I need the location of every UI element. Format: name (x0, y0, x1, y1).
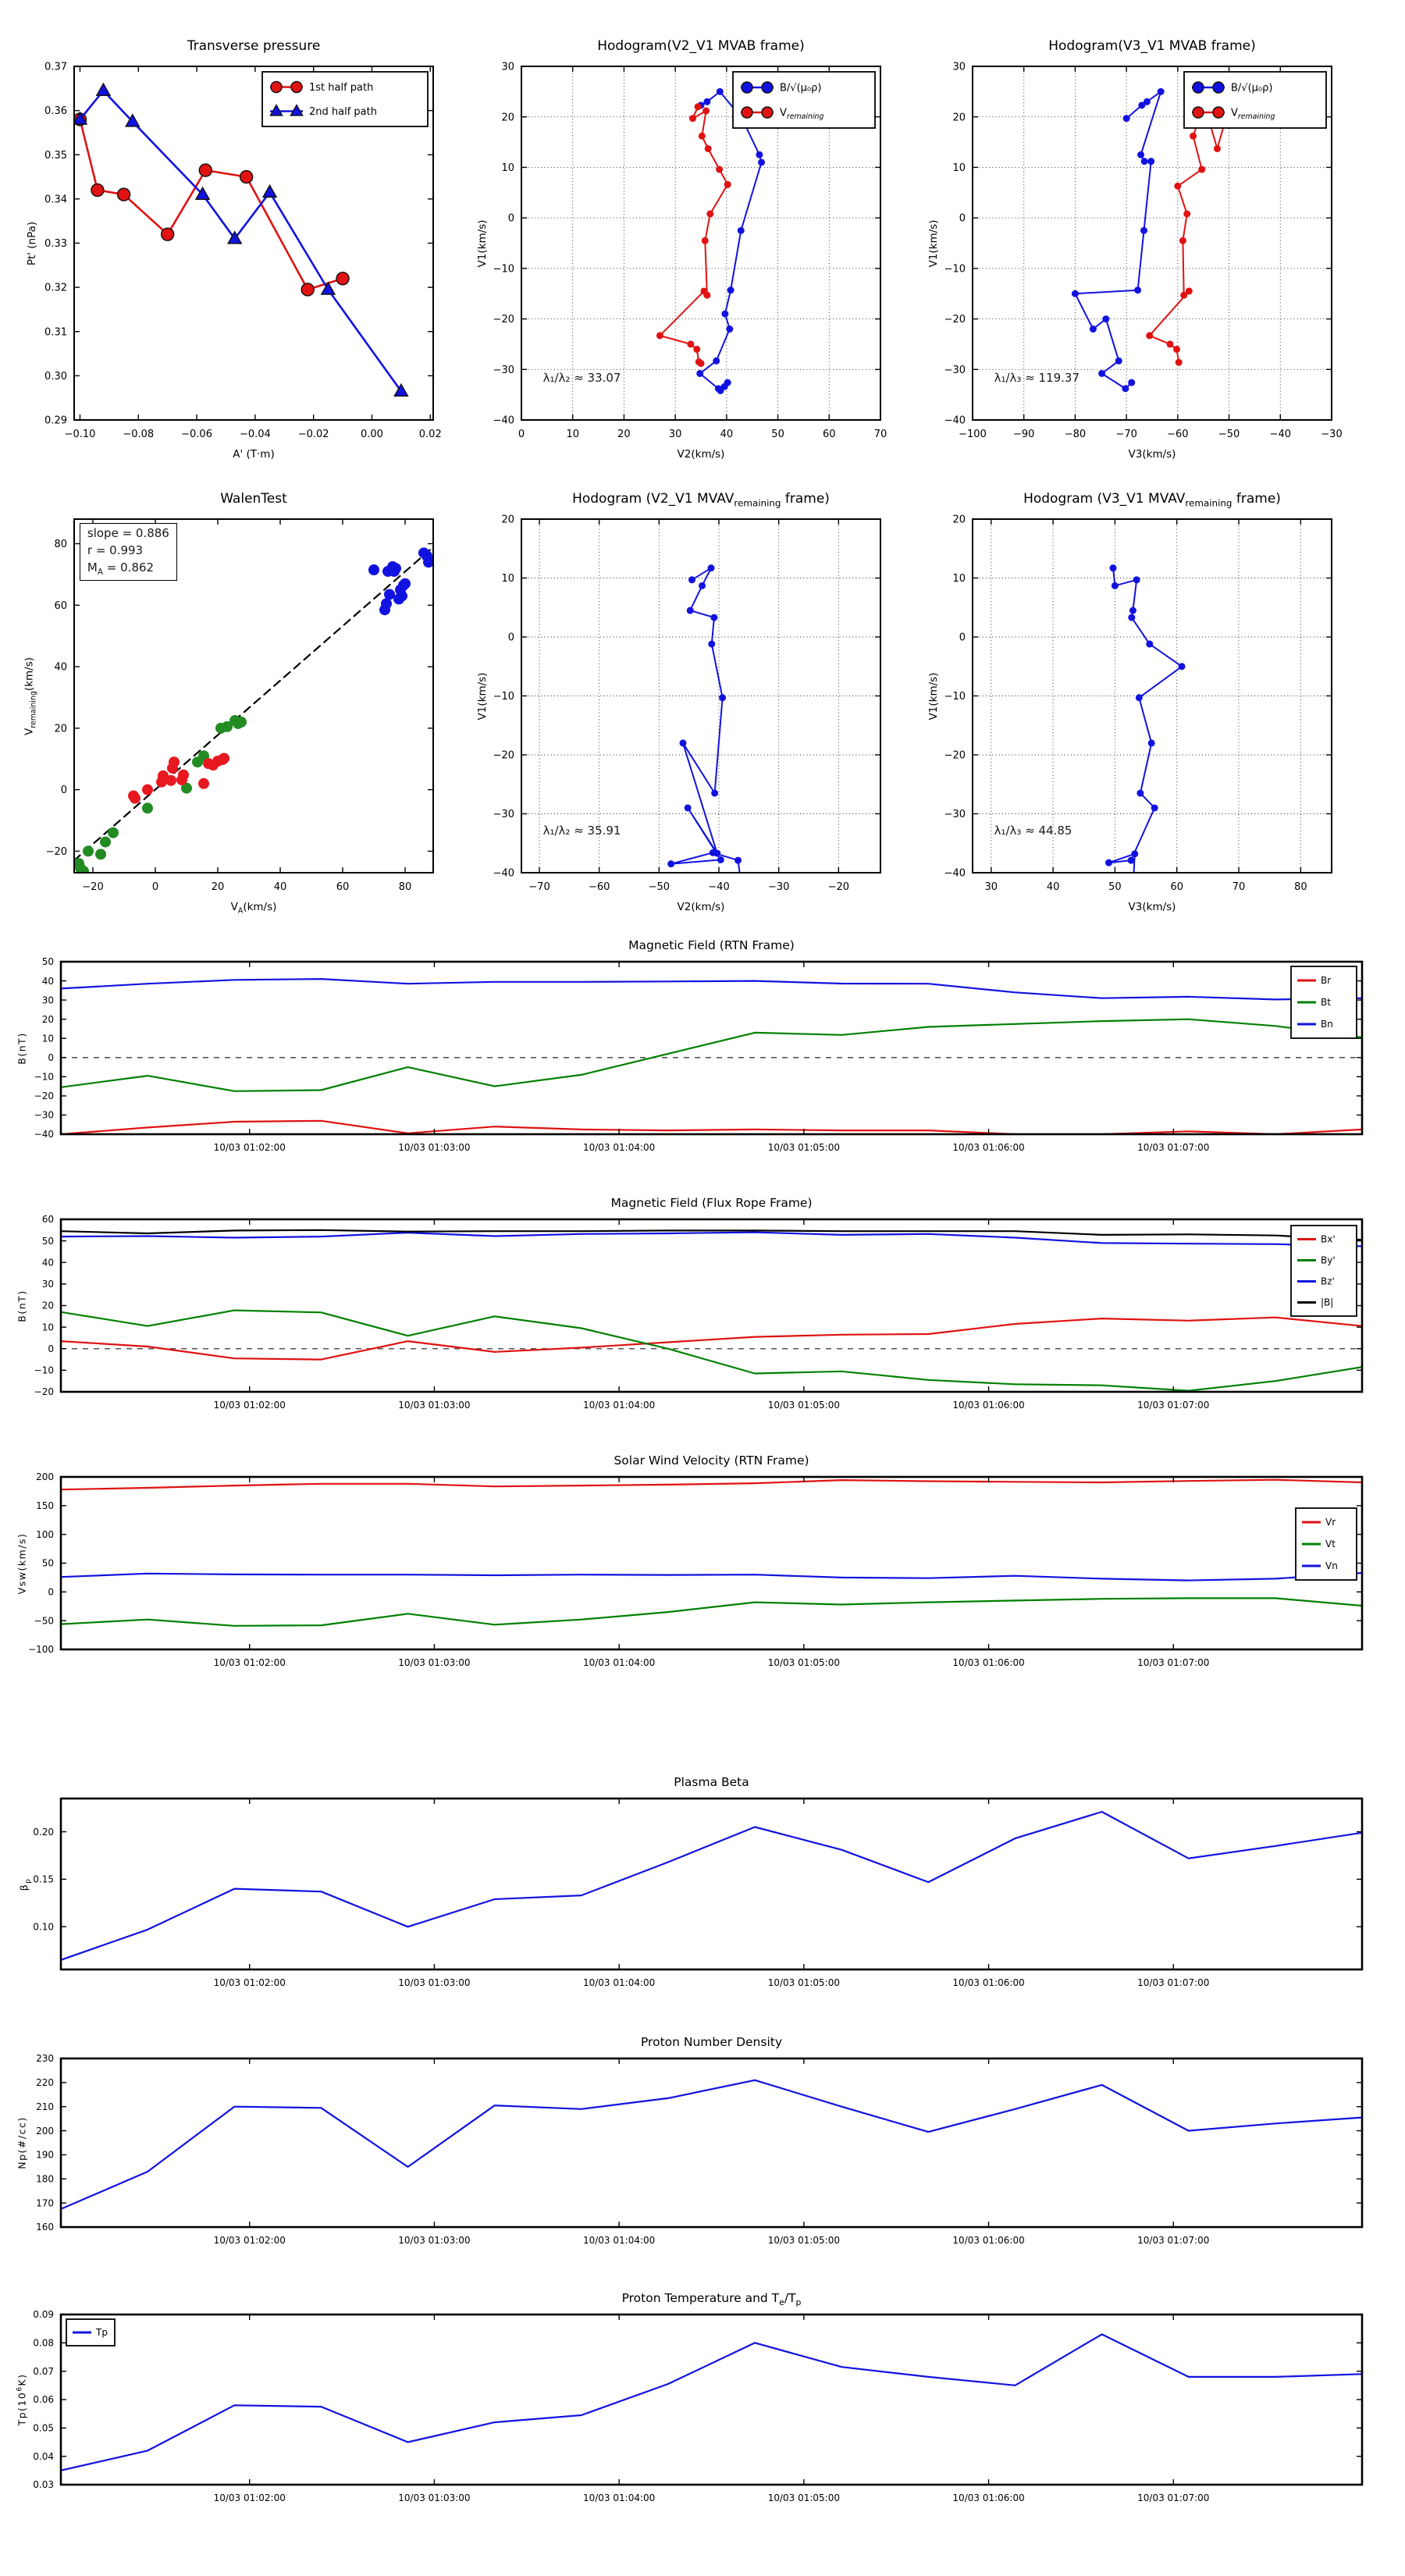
lambda-annotation: λ₁/λ₂ ≈ 33.07 (542, 370, 621, 385)
chart-title: Proton Temperature and $T_e/T_p$ (621, 2291, 802, 2308)
svg-text:0.09: 0.09 (33, 2309, 54, 2321)
svg-text:10/03 01:02:00: 10/03 01:02:00 (213, 1400, 286, 1411)
svg-text:0.08: 0.08 (33, 2337, 54, 2349)
svg-text:0.32: 0.32 (44, 282, 67, 294)
svg-text:230: 230 (36, 2053, 54, 2065)
y-axis-label: V1(km/s) (927, 219, 940, 267)
svg-text:10/03 01:06:00: 10/03 01:06:00 (952, 1977, 1025, 1988)
svg-text:−20: −20 (944, 314, 966, 326)
svg-text:50: 50 (41, 1557, 54, 1569)
svg-text:60: 60 (1170, 881, 1183, 893)
svg-text:−50: −50 (34, 1615, 54, 1627)
chart-title: Transverse pressure (187, 38, 321, 54)
y-axis-label: B(nT) (16, 1289, 28, 1322)
svg-text:10: 10 (41, 1322, 54, 1333)
svg-text:10/03 01:06:00: 10/03 01:06:00 (952, 2235, 1025, 2246)
svg-text:20: 20 (211, 881, 225, 893)
svg-text:10/03 01:05:00: 10/03 01:05:00 (767, 2492, 841, 2503)
svg-text:|B|: |B| (1321, 1297, 1334, 1308)
lambda-annotation: λ₁/λ₂ ≈ 35.91 (542, 823, 621, 838)
svg-text:10/03 01:07:00: 10/03 01:07:00 (1137, 1400, 1210, 1411)
svg-text:−50: −50 (1218, 429, 1240, 440)
svg-text:190: 190 (36, 2149, 54, 2161)
x-axis-label: V3(km/s) (1128, 448, 1176, 461)
svg-text:−20: −20 (45, 845, 67, 858)
svg-text:−100: −100 (28, 1644, 54, 1656)
lambda-annotation: λ₁/λ₃ ≈ 119.37 (994, 370, 1080, 385)
svg-text:Bn: Bn (1321, 1019, 1333, 1030)
lambda-annotation: λ₁/λ₃ ≈ 44.85 (994, 823, 1072, 838)
svg-text:10/03 01:05:00: 10/03 01:05:00 (767, 1142, 841, 1153)
svg-text:30: 30 (41, 1279, 54, 1290)
svg-text:0.33: 0.33 (44, 238, 67, 251)
svg-text:30: 30 (41, 994, 54, 1006)
svg-text:160: 160 (36, 2222, 54, 2233)
svg-text:−20: −20 (34, 1386, 54, 1398)
svg-text:0: 0 (48, 1343, 54, 1354)
svg-text:−30: −30 (1321, 429, 1343, 440)
y-axis-label: $Tp(10^6K)$ (16, 2373, 28, 2426)
svg-text:20: 20 (54, 723, 67, 735)
svg-text:0: 0 (507, 212, 514, 225)
svg-text:10/03 01:02:00: 10/03 01:02:00 (213, 2492, 286, 2503)
svg-text:Vt: Vt (1325, 1539, 1336, 1550)
svg-text:−0.10: −0.10 (64, 429, 96, 440)
svg-text:B/√(μ₀ρ): B/√(μ₀ρ) (780, 82, 822, 94)
svg-text:0.05: 0.05 (33, 2422, 54, 2434)
svg-text:30: 30 (952, 61, 966, 73)
svg-text:20: 20 (501, 112, 514, 124)
svg-text:50: 50 (771, 429, 784, 440)
plasma-beta-plot (6, 1786, 1385, 2005)
svg-text:Bz': Bz' (1321, 1276, 1335, 1287)
y-axis-label: Pt' (nPa) (26, 221, 38, 265)
svg-text:30: 30 (501, 61, 514, 73)
svg-text:0: 0 (151, 881, 159, 893)
svg-text:10/03 01:06:00: 10/03 01:06:00 (952, 1400, 1025, 1411)
svg-text:10/03 01:05:00: 10/03 01:05:00 (767, 1657, 841, 1668)
svg-text:−30: −30 (944, 809, 966, 821)
svg-text:0.20: 0.20 (33, 1826, 54, 1838)
svg-text:−10: −10 (944, 691, 966, 703)
svg-text:10/03 01:06:00: 10/03 01:06:00 (952, 2492, 1025, 2503)
svg-text:10/03 01:07:00: 10/03 01:07:00 (1137, 1977, 1210, 1988)
svg-text:10/03 01:07:00: 10/03 01:07:00 (1137, 1142, 1210, 1153)
svg-text:10: 10 (566, 429, 579, 440)
svg-text:−10: −10 (493, 263, 514, 276)
y-axis-label: $\beta_p$ (17, 1877, 33, 1891)
hodogram-v3v1-mvab-plot (918, 54, 1355, 456)
svg-text:40: 40 (41, 975, 54, 987)
chart-title: Solar Wind Velocity (RTN Frame) (614, 1453, 809, 1468)
chart-title: Hodogram(V2_V1 MVAB frame) (597, 38, 805, 54)
svg-text:Vremaining: $V_{remaining}$ (780, 107, 824, 121)
svg-text:60: 60 (823, 429, 836, 440)
svg-text:−0.02: −0.02 (297, 429, 329, 440)
svg-text:210: 210 (36, 2101, 54, 2112)
svg-text:10/03 01:07:00: 10/03 01:07:00 (1137, 1657, 1210, 1668)
svg-text:−30: −30 (493, 809, 514, 821)
svg-text:40: 40 (720, 429, 734, 440)
svg-text:80: 80 (398, 881, 412, 893)
svg-text:−40: −40 (944, 867, 966, 880)
svg-text:B/√(μ₀ρ): B/√(μ₀ρ) (1231, 82, 1273, 94)
svg-text:0.36: 0.36 (44, 105, 67, 118)
svg-text:Bt: Bt (1321, 997, 1331, 1009)
svg-text:0.34: 0.34 (44, 194, 67, 206)
svg-text:10: 10 (501, 573, 514, 585)
svg-text:−0.08: −0.08 (123, 429, 155, 440)
svg-text:0.15: 0.15 (33, 1873, 54, 1885)
svg-text:10/03 01:04:00: 10/03 01:04:00 (582, 1977, 656, 1988)
svg-text:−30: −30 (34, 1109, 54, 1121)
svg-text:−100: −100 (959, 429, 987, 440)
svg-text:10/03 01:04:00: 10/03 01:04:00 (582, 2492, 656, 2503)
chart-title: Magnetic Field (RTN Frame) (628, 938, 795, 952)
magnetic-field-flux-rope-plot (6, 1207, 1385, 1428)
svg-text:50: 50 (41, 956, 54, 968)
svg-text:10: 10 (501, 162, 514, 174)
svg-text:−20: −20 (34, 1091, 54, 1102)
y-axis-label: V1(km/s) (476, 219, 489, 267)
svg-text:40: 40 (54, 661, 67, 674)
chart-title: Proton Number Density (640, 2035, 783, 2049)
hodogram-v3v1-mvav-plot (918, 507, 1355, 909)
y-axis-label: V1(km/s) (927, 672, 940, 720)
svg-text:Br: Br (1321, 975, 1332, 987)
svg-text:0: 0 (959, 212, 966, 225)
svg-text:60: 60 (41, 1214, 54, 1226)
svg-text:50: 50 (1108, 881, 1122, 893)
svg-text:0.03: 0.03 (33, 2479, 54, 2491)
magnetic-field-rtn-plot (6, 949, 1385, 1170)
svg-text:10/03 01:04:00: 10/03 01:04:00 (582, 1142, 656, 1153)
svg-text:−20: −20 (493, 749, 514, 762)
svg-text:0: 0 (48, 1051, 54, 1063)
svg-text:10/03 01:04:00: 10/03 01:04:00 (582, 1657, 656, 1668)
svg-text:10/03 01:03:00: 10/03 01:03:00 (398, 2492, 471, 2503)
svg-text:20: 20 (41, 1300, 54, 1311)
svg-text:−10: −10 (944, 263, 966, 276)
y-axis-label: $V_{remaining}(km/s)$ (23, 656, 38, 735)
y-axis-label: B(nT) (16, 1031, 28, 1065)
svg-text:0.07: 0.07 (33, 2365, 54, 2377)
svg-text:0: 0 (518, 429, 525, 440)
svg-text:10/03 01:02:00: 10/03 01:02:00 (213, 1657, 286, 1668)
svg-text:Vn: Vn (1325, 1560, 1338, 1572)
chart-title: Magnetic Field (Flux Rope Frame) (610, 1196, 813, 1210)
svg-text:−40: −40 (1269, 429, 1292, 440)
svg-text:−30: −30 (944, 364, 966, 376)
svg-text:220: 220 (36, 2077, 54, 2089)
svg-text:−60: −60 (588, 881, 610, 893)
svg-text:20: 20 (952, 514, 966, 526)
svg-text:−0.06: −0.06 (181, 429, 212, 440)
svg-text:10/03 01:05:00: 10/03 01:05:00 (767, 1400, 841, 1411)
svg-text:−40: −40 (493, 415, 514, 427)
svg-text:0.29: 0.29 (44, 415, 67, 427)
svg-text:0.35: 0.35 (44, 149, 67, 162)
svg-text:0: 0 (60, 785, 67, 797)
x-axis-label: $V_A(km/s)$ (230, 901, 277, 916)
svg-text:0: 0 (959, 632, 966, 644)
svg-text:10: 10 (952, 162, 966, 174)
svg-text:10/03 01:02:00: 10/03 01:02:00 (213, 2235, 286, 2246)
svg-text:10: 10 (41, 1033, 54, 1044)
svg-text:30: 30 (668, 429, 682, 440)
svg-text:10/03 01:07:00: 10/03 01:07:00 (1137, 2492, 1210, 2503)
svg-text:10/03 01:03:00: 10/03 01:03:00 (398, 1400, 471, 1411)
svg-text:10/03 01:06:00: 10/03 01:06:00 (952, 1657, 1025, 1668)
svg-text:70: 70 (1232, 881, 1246, 893)
svg-text:−40: −40 (493, 867, 514, 880)
svg-text:40: 40 (41, 1257, 54, 1268)
chart-title: WalenTest (220, 491, 287, 507)
svg-text:0.10: 0.10 (33, 1921, 54, 1933)
svg-text:Tp: Tp (96, 2327, 108, 2339)
y-axis-label: V1(km/s) (476, 672, 489, 720)
svg-text:Bx': Bx' (1321, 1233, 1336, 1245)
x-axis-label: A' (T·m) (233, 448, 275, 461)
svg-text:20: 20 (617, 429, 631, 440)
svg-text:20: 20 (952, 112, 966, 124)
x-axis-label: V3(km/s) (1128, 901, 1176, 913)
svg-text:−20: −20 (827, 881, 850, 893)
svg-text:10: 10 (952, 573, 966, 585)
svg-text:−10: −10 (493, 691, 514, 703)
svg-text:0.02: 0.02 (418, 429, 442, 440)
svg-text:−30: −30 (767, 881, 790, 893)
svg-text:−70: −70 (1115, 429, 1137, 440)
svg-text:−40: −40 (708, 881, 730, 893)
svg-text:−40: −40 (944, 415, 966, 427)
svg-text:2nd half path: 2nd half path (309, 106, 377, 119)
svg-text:50: 50 (41, 1235, 54, 1247)
svg-text:10/03 01:04:00: 10/03 01:04:00 (582, 1400, 656, 1411)
svg-text:10/03 01:03:00: 10/03 01:03:00 (398, 1142, 471, 1153)
svg-text:Vremaining: $V_{remaining}$ (1231, 107, 1275, 121)
x-axis-label: V2(km/s) (677, 901, 725, 913)
svg-text:0.30: 0.30 (44, 370, 67, 382)
svg-text:60: 60 (336, 881, 350, 893)
svg-text:−50: −50 (648, 881, 670, 893)
svg-text:−40: −40 (34, 1129, 54, 1140)
svg-text:80: 80 (54, 539, 67, 551)
svg-text:0: 0 (48, 1586, 54, 1598)
svg-text:−20: −20 (944, 749, 966, 762)
chart-title: Hodogram (V2_V1 $MVAV_{remaining}$ frame) (572, 491, 830, 509)
chart-title: Hodogram(V3_V1 MVAB frame) (1048, 38, 1256, 54)
svg-text:−90: −90 (1012, 429, 1035, 440)
svg-text:200: 200 (36, 2125, 54, 2137)
svg-text:0.04: 0.04 (33, 2450, 54, 2462)
svg-text:10/03 01:03:00: 10/03 01:03:00 (398, 2235, 471, 2246)
svg-text:0.06: 0.06 (33, 2394, 54, 2406)
svg-text:−30: −30 (493, 364, 514, 376)
transverse-pressure-plot (20, 54, 457, 456)
svg-text:10/03 01:05:00: 10/03 01:05:00 (767, 1977, 841, 1988)
svg-text:10/03 01:07:00: 10/03 01:07:00 (1137, 2235, 1210, 2246)
svg-text:150: 150 (36, 1500, 54, 1512)
y-axis-label: Np(#/cc) (16, 2116, 28, 2169)
svg-text:10/03 01:03:00: 10/03 01:03:00 (398, 1657, 471, 1668)
stats-box: slope = 0.886 r = 0.993 $M_A = 0.862$ (80, 523, 177, 581)
svg-text:−20: −20 (493, 314, 514, 326)
svg-text:70: 70 (873, 429, 887, 440)
svg-text:0: 0 (507, 632, 514, 644)
svg-text:20: 20 (501, 514, 514, 526)
svg-text:10/03 01:05:00: 10/03 01:05:00 (767, 2235, 841, 2246)
svg-text:By': By' (1321, 1254, 1336, 1266)
svg-text:10/03 01:03:00: 10/03 01:03:00 (398, 1977, 471, 1988)
svg-text:40: 40 (273, 881, 287, 893)
svg-text:−10: −10 (34, 1071, 54, 1083)
svg-text:−10: −10 (34, 1364, 54, 1376)
svg-text:0.31: 0.31 (44, 326, 67, 339)
proton-number-density-plot (6, 2046, 1385, 2263)
svg-text:100: 100 (36, 1528, 54, 1540)
svg-text:60: 60 (54, 600, 67, 612)
svg-text:−70: −70 (528, 881, 550, 893)
proton-temperature-plot (6, 2302, 1385, 2521)
svg-text:−60: −60 (1167, 429, 1189, 440)
svg-text:20: 20 (41, 1013, 54, 1025)
chart-title: Plasma Beta (674, 1775, 749, 1789)
svg-text:10/03 01:04:00: 10/03 01:04:00 (582, 2235, 656, 2246)
svg-text:10/03 01:06:00: 10/03 01:06:00 (952, 1142, 1025, 1153)
svg-text:180: 180 (36, 2173, 54, 2185)
svg-text:30: 30 (984, 881, 998, 893)
svg-text:10/03 01:02:00: 10/03 01:02:00 (213, 1977, 286, 1988)
y-axis-label: Vsw(km/s) (16, 1532, 28, 1594)
svg-text:200: 200 (36, 1471, 54, 1483)
svg-text:−80: −80 (1064, 429, 1087, 440)
svg-text:40: 40 (1046, 881, 1060, 893)
hodogram-v2v1-mvab-plot (467, 54, 904, 456)
svg-text:80: 80 (1294, 881, 1307, 893)
svg-text:10/03 01:02:00: 10/03 01:02:00 (213, 1142, 286, 1153)
solar-wind-velocity-plot (6, 1464, 1385, 1685)
svg-text:170: 170 (36, 2197, 54, 2209)
svg-text:Vr: Vr (1325, 1517, 1336, 1528)
x-axis-label: V2(km/s) (677, 448, 725, 461)
svg-text:−20: −20 (82, 881, 104, 893)
svg-text:1st half path: 1st half path (309, 82, 374, 94)
hodogram-v2v1-mvav-plot (467, 507, 904, 909)
svg-text:−0.04: −0.04 (239, 429, 271, 440)
svg-text:0.37: 0.37 (44, 61, 67, 73)
svg-text:0.00: 0.00 (360, 429, 383, 440)
chart-title: Hodogram (V3_V1 $MVAV_{remaining}$ frame) (1023, 491, 1281, 509)
